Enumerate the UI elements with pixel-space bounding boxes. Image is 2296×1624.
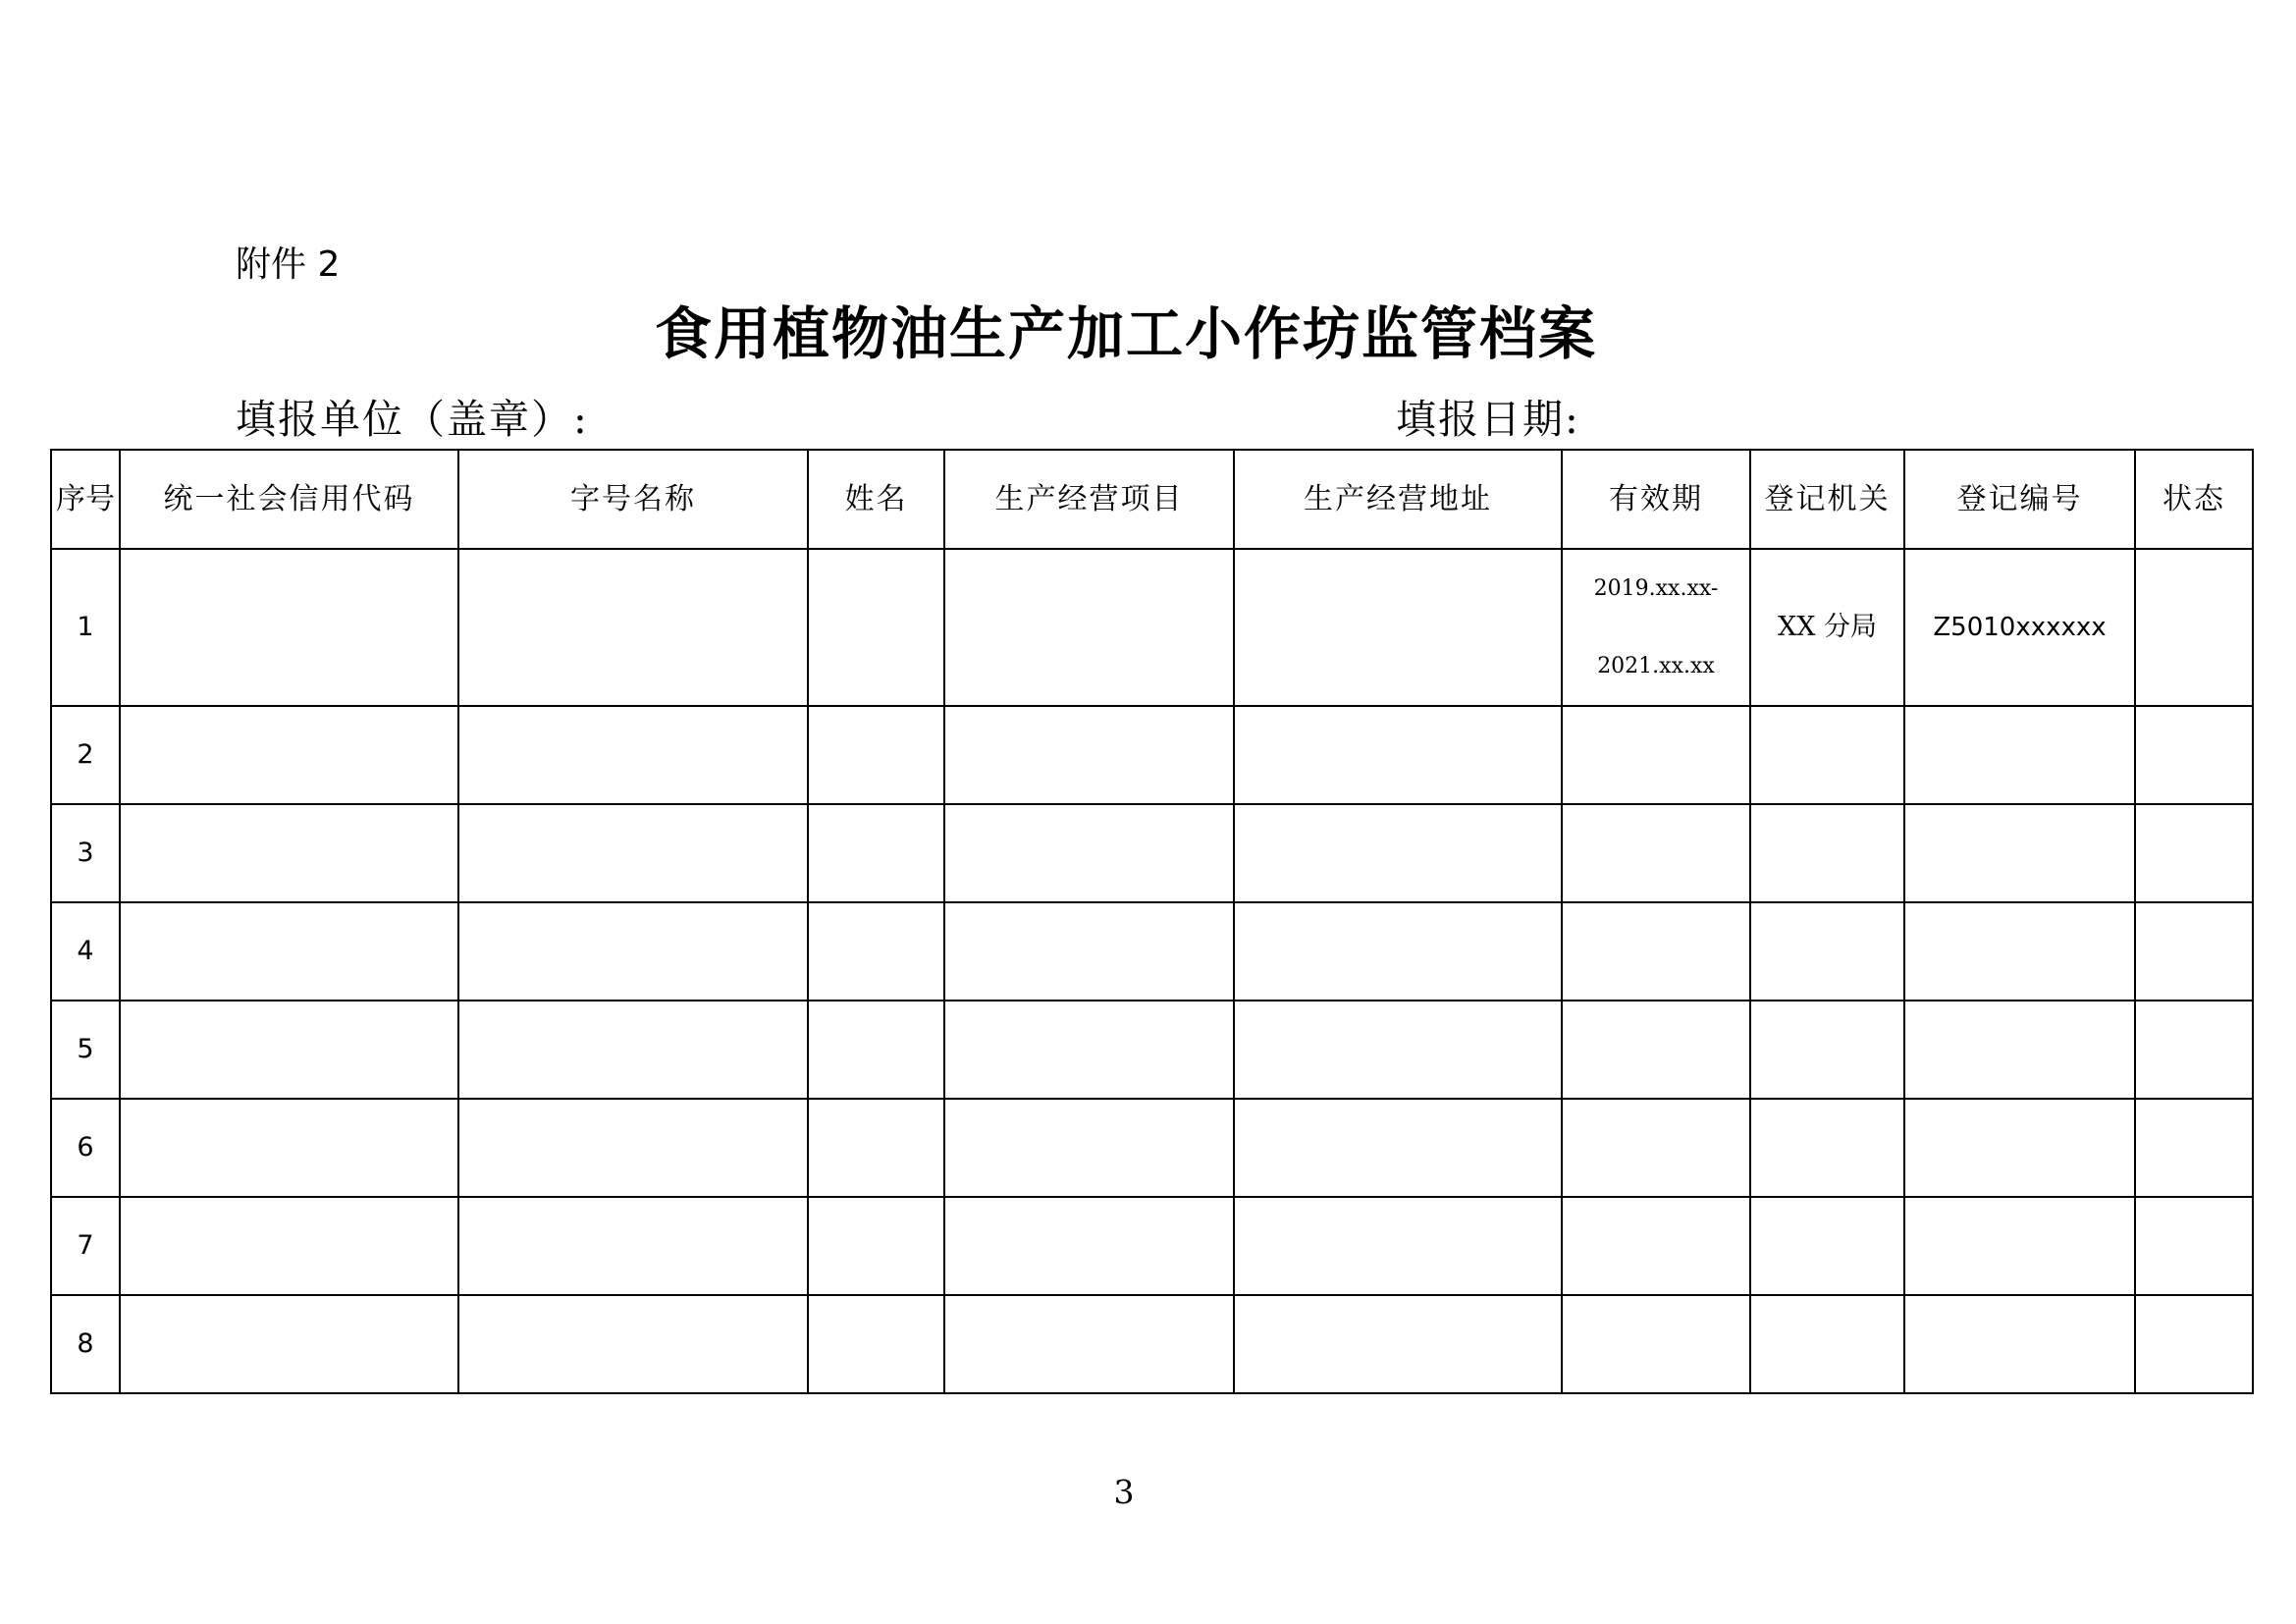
cell-business-address bbox=[1234, 706, 1562, 804]
cell-authority bbox=[1750, 1099, 1904, 1197]
cell-trade-name bbox=[458, 1001, 808, 1099]
cell-person-name bbox=[808, 549, 944, 706]
cell-trade-name bbox=[458, 1099, 808, 1197]
cell-reg-no bbox=[1904, 1295, 2135, 1393]
cell-trade-name bbox=[458, 902, 808, 1001]
cell-validity bbox=[1562, 1001, 1750, 1099]
header-validity: 有效期 bbox=[1562, 450, 1750, 549]
cell-seq: 3 bbox=[51, 804, 120, 902]
header-credit-code: 统一社会信用代码 bbox=[120, 450, 458, 549]
cell-validity bbox=[1562, 706, 1750, 804]
header-reg-no: 登记编号 bbox=[1904, 450, 2135, 549]
document-title: 食用植物油生产加工小作坊监管档案 bbox=[654, 300, 1597, 367]
cell-validity bbox=[1562, 902, 1750, 1001]
cell-credit-code bbox=[120, 1295, 458, 1393]
page-number: 3 bbox=[1113, 1473, 1135, 1511]
cell-business-items bbox=[944, 1099, 1234, 1197]
table-row bbox=[51, 1197, 2253, 1295]
header-person-name: 姓名 bbox=[808, 450, 944, 549]
cell-person-name bbox=[808, 902, 944, 1001]
cell-trade-name bbox=[458, 1197, 808, 1295]
cell-authority bbox=[1750, 1197, 1904, 1295]
cell-business-address bbox=[1234, 1197, 1562, 1295]
cell-status bbox=[2135, 1001, 2253, 1099]
cell-credit-code bbox=[120, 549, 458, 706]
table-header-row bbox=[51, 450, 2253, 549]
table-row bbox=[51, 706, 2253, 804]
cell-person-name bbox=[808, 706, 944, 804]
cell-seq: 1 bbox=[51, 549, 120, 706]
cell-status bbox=[2135, 804, 2253, 902]
cell-credit-code bbox=[120, 1099, 458, 1197]
cell-authority bbox=[1750, 1001, 1904, 1099]
cell-credit-code bbox=[120, 706, 458, 804]
cell-trade-name bbox=[458, 804, 808, 902]
cell-credit-code bbox=[120, 902, 458, 1001]
cell-status bbox=[2135, 706, 2253, 804]
cell-status bbox=[2135, 549, 2253, 706]
cell-reg-no bbox=[1904, 1099, 2135, 1197]
cell-business-address bbox=[1234, 549, 1562, 706]
cell-trade-name bbox=[458, 549, 808, 706]
cell-reg-no bbox=[1904, 1197, 2135, 1295]
cell-validity bbox=[1562, 1099, 1750, 1197]
table-row bbox=[51, 1001, 2253, 1099]
cell-reg-no bbox=[1904, 804, 2135, 902]
cell-credit-code bbox=[120, 1197, 458, 1295]
cell-validity bbox=[1562, 1295, 1750, 1393]
cell-seq: 6 bbox=[51, 1099, 120, 1197]
cell-reg-no bbox=[1904, 1001, 2135, 1099]
cell-person-name bbox=[808, 1197, 944, 1295]
cell-reg-no: Z5010xxxxxx bbox=[1904, 549, 2135, 706]
cell-trade-name bbox=[458, 1295, 808, 1393]
cell-person-name bbox=[808, 1001, 944, 1099]
header-authority: 登记机关 bbox=[1750, 450, 1904, 549]
cell-business-items bbox=[944, 549, 1234, 706]
fill-date-label: 填报日期: bbox=[1396, 396, 1580, 443]
cell-person-name bbox=[808, 1295, 944, 1393]
cell-business-items bbox=[944, 1197, 1234, 1295]
cell-seq: 4 bbox=[51, 902, 120, 1001]
cell-business-items bbox=[944, 1295, 1234, 1393]
cell-reg-no bbox=[1904, 706, 2135, 804]
cell-credit-code bbox=[120, 1001, 458, 1099]
table-row bbox=[51, 804, 2253, 902]
cell-status bbox=[2135, 1295, 2253, 1393]
table-body bbox=[51, 549, 2253, 1393]
cell-person-name bbox=[808, 1099, 944, 1197]
table-row bbox=[51, 549, 2253, 706]
cell-validity bbox=[1562, 804, 1750, 902]
cell-business-address bbox=[1234, 1099, 1562, 1197]
header-business-address: 生产经营地址 bbox=[1234, 450, 1562, 549]
cell-business-items bbox=[944, 902, 1234, 1001]
cell-business-address bbox=[1234, 804, 1562, 902]
cell-business-items bbox=[944, 1001, 1234, 1099]
header-seq: 序号 bbox=[51, 450, 120, 549]
cell-authority bbox=[1750, 902, 1904, 1001]
cell-seq: 5 bbox=[51, 1001, 120, 1099]
cell-validity-end: 2021.xx.xx bbox=[1597, 654, 1715, 678]
cell-seq: 8 bbox=[51, 1295, 120, 1393]
attachment-label: 附件 2 bbox=[236, 244, 341, 285]
cell-credit-code bbox=[120, 804, 458, 902]
fill-unit-label: 填报单位（盖章）: bbox=[236, 396, 589, 443]
cell-business-items bbox=[944, 804, 1234, 902]
header-business-items: 生产经营项目 bbox=[944, 450, 1234, 549]
cell-authority bbox=[1750, 706, 1904, 804]
header-status: 状态 bbox=[2135, 450, 2253, 549]
header-trade-name: 字号名称 bbox=[458, 450, 808, 549]
cell-validity bbox=[1562, 1197, 1750, 1295]
cell-status bbox=[2135, 1197, 2253, 1295]
table-row bbox=[51, 1099, 2253, 1197]
cell-status bbox=[2135, 902, 2253, 1001]
cell-reg-no bbox=[1904, 902, 2135, 1001]
cell-person-name bbox=[808, 804, 944, 902]
cell-trade-name bbox=[458, 706, 808, 804]
cell-validity bbox=[1562, 549, 1750, 706]
cell-validity-start: 2019.xx.xx- bbox=[1593, 576, 1719, 601]
cell-authority: XX 分局 bbox=[1750, 549, 1904, 706]
cell-business-address bbox=[1234, 902, 1562, 1001]
cell-authority bbox=[1750, 1295, 1904, 1393]
table-row bbox=[51, 1295, 2253, 1393]
cell-business-items bbox=[944, 706, 1234, 804]
table-row bbox=[51, 902, 2253, 1001]
cell-seq: 2 bbox=[51, 706, 120, 804]
cell-authority bbox=[1750, 804, 1904, 902]
cell-business-address bbox=[1234, 1295, 1562, 1393]
cell-status bbox=[2135, 1099, 2253, 1197]
cell-seq: 7 bbox=[51, 1197, 120, 1295]
archive-table bbox=[50, 449, 2254, 1394]
cell-business-address bbox=[1234, 1001, 1562, 1099]
